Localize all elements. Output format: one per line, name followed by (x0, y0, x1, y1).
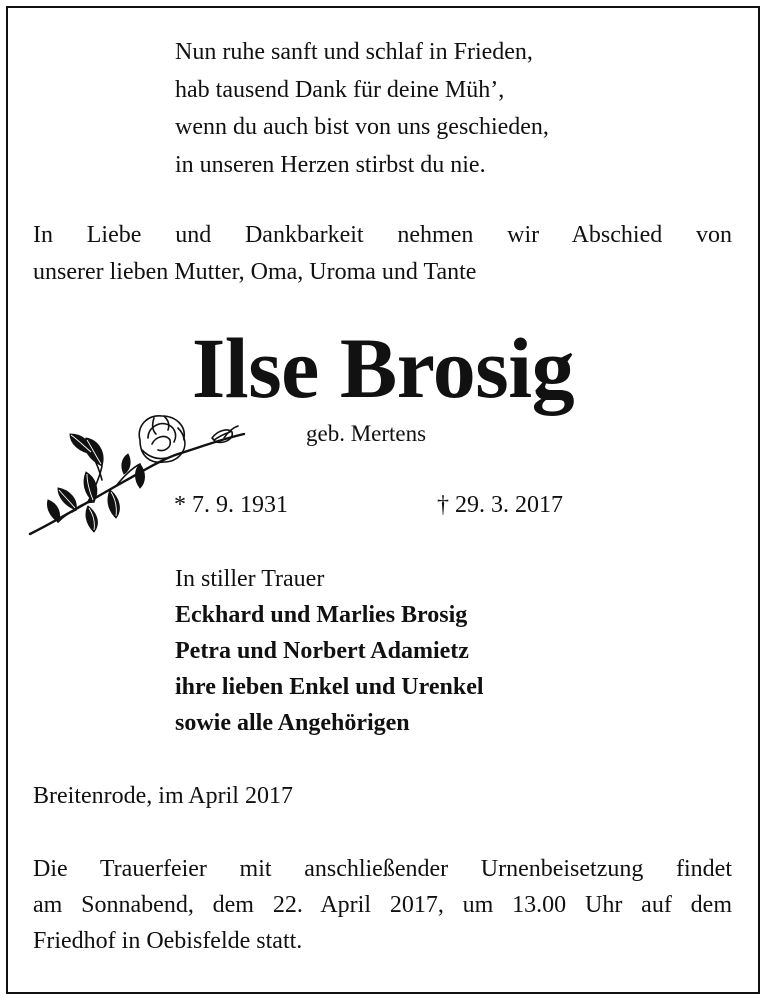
mourner-line: ihre lieben Enkel und Urenkel (175, 674, 484, 700)
mourner-line: Petra und Norbert Adamietz (175, 638, 469, 664)
intro-line: unserer lieben Mutter, Oma, Uroma und Tante (33, 258, 477, 285)
death-date: † 29. 3. 2017 (437, 492, 563, 518)
poem-line: wenn du auch bist von uns geschieden, (175, 114, 549, 140)
mourners-heading: In stiller Trauer (175, 566, 325, 592)
poem-line: Nun ruhe sanft und schlaf in Frieden, (175, 39, 533, 65)
funeral-line: Die Trauerfeier mit anschließender Urnenbeisetzung findet (33, 856, 732, 882)
funeral-line: am Sonnabend, dem 22. April 2017, um 13.00 Uhr auf dem (33, 892, 732, 918)
poem-line: hab tausend Dank für deine Müh’, (175, 76, 505, 103)
mourner-line: sowie alle Angehörigen (175, 710, 410, 736)
maiden-name: geb. Mertens (306, 421, 427, 446)
poem-line: in unseren Herzen stirbst du nie. (175, 151, 486, 178)
funeral-details (33, 851, 732, 959)
intro-text (33, 217, 732, 290)
deceased-name: Ilse Brosig (191, 320, 575, 416)
funeral-line: Friedhof in Oebisfelde statt. (33, 928, 303, 954)
poem (175, 34, 549, 184)
mourner-line: Eckhard und Marlies Brosig (175, 602, 468, 628)
mourners-block (175, 561, 484, 741)
place-and-date: Breitenrode, im April 2017 (33, 783, 293, 809)
intro-line: In Liebe und Dankbarkeit nehmen wir Abschied von (33, 222, 732, 248)
birth-date: * 7. 9. 1931 (174, 492, 288, 518)
rose-icon (28, 410, 250, 540)
